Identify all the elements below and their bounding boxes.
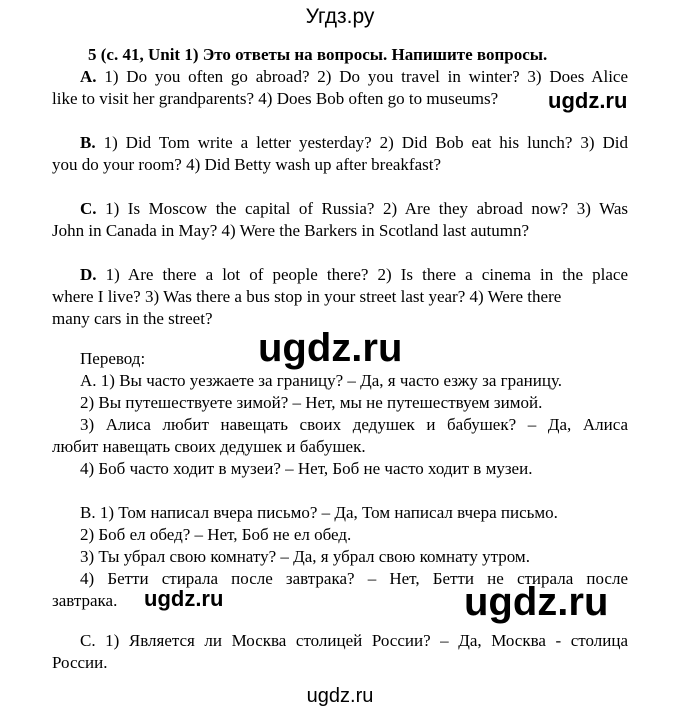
watermark-logo: ugdz.ru — [464, 580, 609, 624]
section-c-label: C. — [80, 199, 97, 218]
translation-a-line-4: любит навещать своих дедушек и бабушек. — [52, 437, 366, 456]
section-d-line-2: where I live? 3) Was there a bus stop in your street last year? 4) Were there — [52, 287, 562, 306]
section-d-line-1 — [80, 264, 628, 286]
section-b-line-1 — [80, 132, 628, 154]
section-c-text-1: 1) Is Moscow the capital of Russia? 2) Are they abroad now? 3) Was — [105, 199, 628, 218]
translation-a-line-3: 3) Алиса любит навещать своих дедушек и бабушек? – Да, Алиса — [80, 415, 628, 434]
section-c-line-1 — [80, 198, 628, 220]
watermark-logo: ugdz.ru — [548, 88, 628, 113]
translation-b-line-5: завтрака. — [52, 591, 118, 610]
section-c-line-2: John in Canada in May? 4) Were the Barkers in Scotland last autumn? — [52, 221, 530, 240]
section-d-text-1: 1) Are there a lot of people there? 2) Is there a cinema in the place — [105, 265, 629, 284]
translation-a-line-2: 2) Вы путешествуете зимой? – Нет, мы не путешествуем зимой. — [80, 393, 543, 412]
section-b-text-1: 1) Did Tom write a letter yesterday? 2) Did Bob eat his lunch? 3) Did — [103, 133, 629, 152]
translation-a-line-1: А. 1) Вы часто уезжаете за границу? – Да, я часто езжу за границу. — [80, 371, 562, 390]
translation-b-line-4: 4) Бетти стирала после завтрака? – Нет, Бетти не стирала после — [80, 569, 628, 588]
translation-c-line-2: России. — [52, 653, 108, 672]
watermark-logo: ugdz.ru — [258, 326, 403, 370]
section-a-line-2: like to visit her grandparents? 4) Does Bob often go to museums? — [52, 89, 499, 108]
translation-c-line-1: С. 1) Является ли Москва столицей России? – Да, Москва - столица — [80, 631, 628, 650]
section-d-line-3: many cars in the street? — [52, 309, 213, 328]
task-heading: 5 (с. 41, Unit 1) Это ответы на вопросы. Напишите вопросы. — [88, 45, 548, 64]
section-a-label: A. — [80, 67, 97, 86]
section-a-text-1: 1) Do you often go abroad? 2) Do you travel in winter? 3) Does Alice — [104, 67, 629, 86]
site-title: Угдз.ру — [305, 5, 375, 28]
section-b-label: B. — [80, 133, 96, 152]
translation-b-line-3: 3) Ты убрал свою комнату? – Да, я убрал свою комнату утром. — [80, 547, 530, 566]
translation-heading: Перевод: — [80, 349, 146, 368]
translation-b-line-1: В. 1) Том написал вчера письмо? – Да, Том написал вчера письмо. — [80, 503, 558, 522]
footer-site: ugdz.ru — [306, 685, 374, 707]
section-b-line-2: you do your room? 4) Did Betty wash up after breakfast? — [52, 155, 441, 174]
translation-a-line-5: 4) Боб часто ходит в музеи? – Нет, Боб не часто ходит в музеи. — [80, 459, 533, 478]
section-a-line-1 — [80, 66, 628, 88]
translation-b-line-2: 2) Боб ел обед? – Нет, Боб не ел обед. — [80, 525, 352, 544]
section-d-label: D. — [80, 265, 97, 284]
watermark-logo: ugdz.ru — [144, 586, 224, 611]
